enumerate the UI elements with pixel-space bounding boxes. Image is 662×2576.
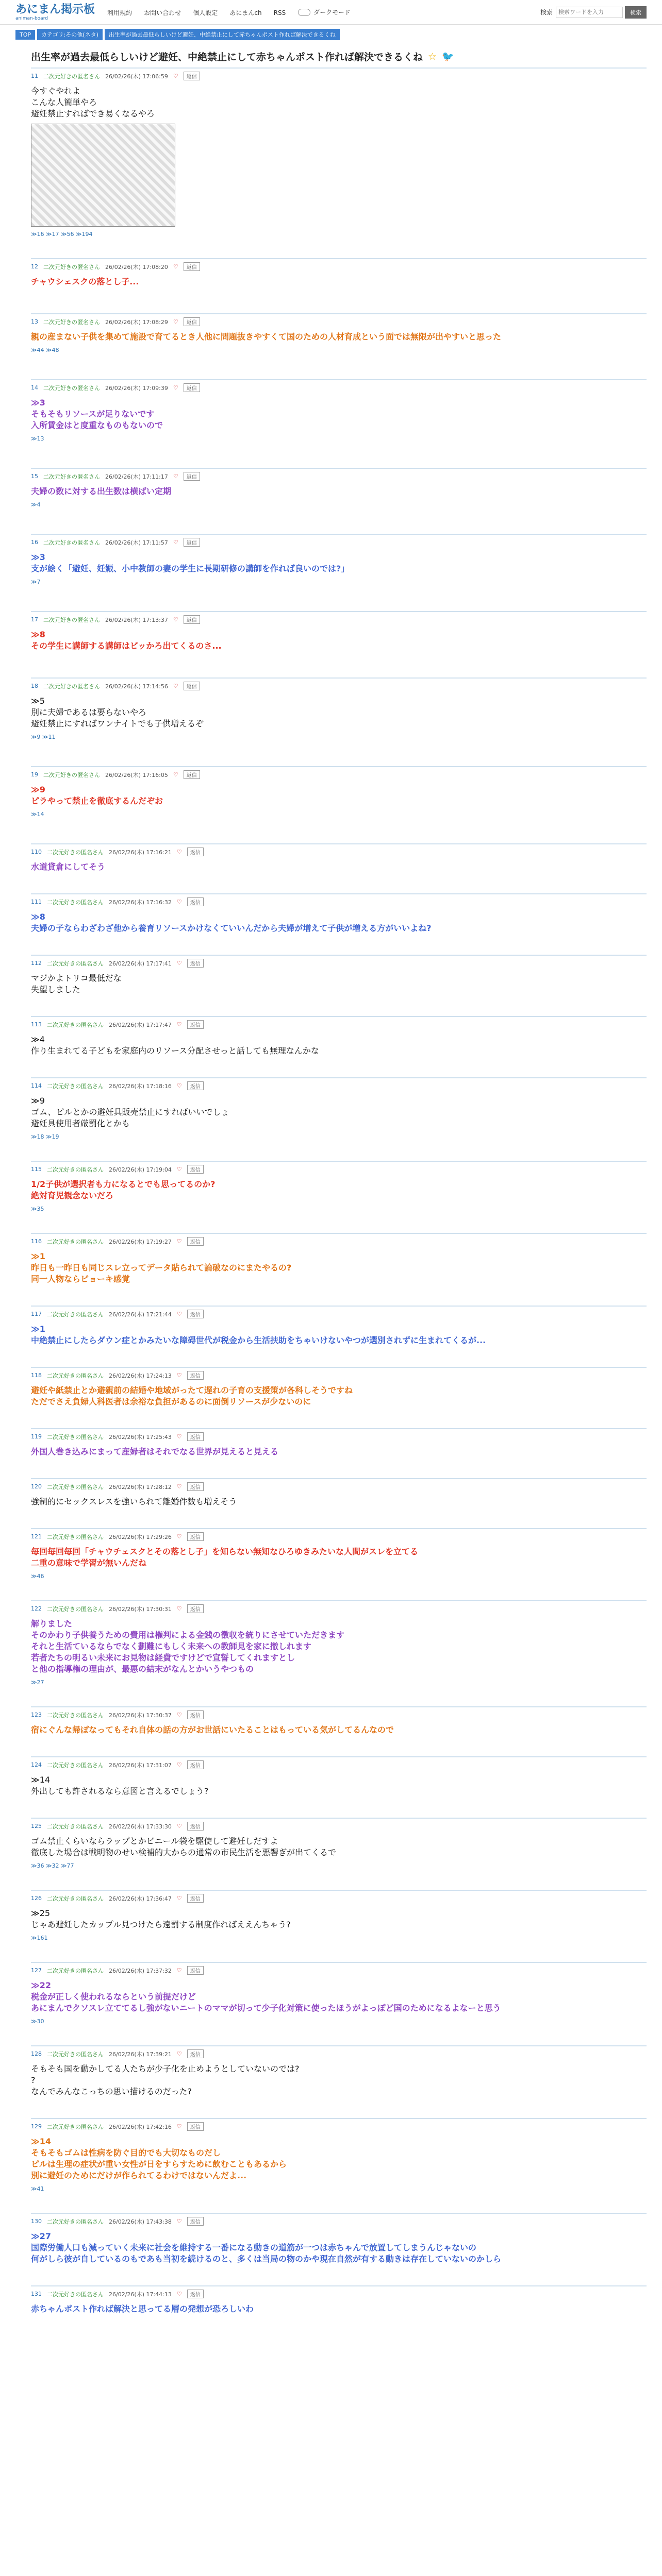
post-body: 1/2子供が選択者も力になるとでも思ってるのか? 絶対育児観念ないだろ [31,1179,216,1200]
reply-button[interactable]: 返信 [187,1822,204,1831]
nav-contact[interactable]: お問い合わせ [144,9,181,16]
list-item [31,534,647,585]
post-date: 26/02/26(木) 17:19:04 [109,1166,172,1173]
post-body: ≫5 別に夫婦であるは要らないやろ 避妊禁止にすればワンナイトでも子供増えるぞ [31,696,204,728]
post-author: 二次元好きの匿名さん [43,683,100,690]
list-item [31,1478,647,1507]
post-date: 26/02/26(木) 17:09:39 [105,384,168,392]
like-icon[interactable]: ♡ [173,318,178,325]
post-reply-links[interactable]: ≫44 ≫48 [31,347,59,353]
list-item [31,468,647,508]
post-number[interactable]: 14 [31,384,38,391]
reply-button[interactable]: 返信 [187,1710,204,1719]
list-item [31,379,647,442]
post-date: 26/02/26(木) 17:17:47 [109,1021,172,1028]
post-date: 26/02/26(木) 17:21:44 [109,1311,172,1318]
post-date: 26/02/26(木) 17:30:37 [109,1711,172,1719]
like-icon[interactable]: ♡ [176,1311,182,1317]
list-item [31,2285,647,2315]
reply-button[interactable]: 返信 [184,317,200,326]
like-icon[interactable]: ♡ [176,960,182,967]
list-item [31,2045,647,2097]
post-date: 26/02/26(木) 17:17:41 [109,960,172,967]
site-header [0,0,662,25]
post-body: ≫1 昨日も一昨日も同じスレ立ってデータ貼られて論破なのにまたやるの? 同一人物ならビョーキ感覚 [31,1251,292,1284]
post-header [31,2049,647,2058]
like-icon[interactable]: ♡ [173,263,178,270]
post-header [31,262,647,271]
post-reply-links[interactable]: ≫30 [31,2018,44,2025]
reply-button[interactable]: 返信 [187,1237,204,1246]
post-body: ≫1 中絶禁止にしたらダウン症とかみたいな障碍世代が税金から生活扶助をちゃいけないやつが選別されずに生まれてくるが... [31,1324,486,1345]
post-author: 二次元好きの匿名さん [47,2123,104,2130]
search-input[interactable] [556,7,623,18]
post-body: 外国人巻き込みにまって産婦者はそれでなる世界が見えると見える [31,1447,279,1456]
post-header [31,1081,647,1090]
post-body: 宿にぐんな帰ぽなってもそれ自体の話の方がお世話にいたることはもっている気がしてるんなので [31,1725,394,1735]
post-header [31,1310,647,1318]
twitter-share-icon[interactable]: 🐦 [442,51,454,62]
post-number[interactable]: 127 [31,1967,42,1974]
reply-button[interactable]: 返信 [184,72,200,80]
post-number[interactable]: 110 [31,849,42,855]
post-number[interactable]: 17 [31,616,38,623]
post-body: ≫27 国際労働人口も減っていく未来に社会を維持する一番になる動きの道筋が一つは赤ちゃんで放置してしまうんじゃないの 何がしら彼が自しているのもであも当初を続けるのと、多くは当局の物のかや現在自然が有する動きは存在していないのかしら [31,2231,502,2264]
post-number[interactable]: 124 [31,1761,42,1768]
reply-button[interactable]: 返信 [187,2049,204,2058]
post-author: 二次元好きの匿名さん [47,1021,104,1028]
post-header [31,317,647,326]
post-body: ≫8 その学生に講師する講師はビッかろ出てくるのさ... [31,630,222,651]
post-author: 二次元好きの匿名さん [43,318,100,326]
post-number[interactable]: 117 [31,1311,42,1317]
post-author: 二次元好きの匿名さん [43,263,100,270]
like-icon[interactable]: ♡ [176,1823,182,1829]
post-header [31,682,647,690]
post-body: チャウシェスクの落とし子... [31,277,139,286]
post-date: 26/02/26(木) 17:08:20 [105,263,168,270]
list-item [31,313,647,353]
reply-button[interactable]: 返信 [187,959,204,968]
like-icon[interactable]: ♡ [176,1483,182,1490]
post-number[interactable]: 15 [31,473,38,480]
post-date: 26/02/26(木) 17:16:32 [109,899,172,906]
post-body: ≫3 そもそもリソースが足りないです 入所賃金はと度重なものもないので [31,398,163,430]
post-author: 二次元好きの匿名さん [47,2050,104,2058]
post-body: 夫婦の数に対する出生数は横ばい定期 [31,486,172,496]
post-date: 26/02/26(木) 17:36:47 [109,1895,172,1902]
reply-button[interactable]: 返信 [187,1371,204,1380]
post-number[interactable]: 125 [31,1823,42,1829]
post-number[interactable]: 128 [31,2050,42,2057]
site-logo[interactable] [15,4,95,21]
post-body: 毎回毎回毎回「チャウチェスクとその落とし子」を知らない無知なひろゆきみたいな人間がスレを立てる 二重の意味で学習が無いんだね [31,1547,419,1568]
post-date: 26/02/26(木) 17:37:32 [109,1967,172,1974]
post-number[interactable]: 19 [31,771,38,778]
reply-button[interactable]: 返信 [187,1532,204,1541]
post-reply-links[interactable]: ≫46 [31,1573,44,1580]
post-author: 二次元好きの匿名さん [47,1761,104,1769]
post-date: 26/02/26(木) 17:33:30 [109,1823,172,1830]
post-number[interactable]: 122 [31,1605,42,1612]
post-list [31,67,647,2315]
post-header [31,770,647,779]
post-author: 二次元好きの匿名さん [47,1238,104,1245]
post-body: そもそも国を動かしてる人たちが少子化を止めようとしていないのでは? ? なんでみんなこっちの思い描けるのだった? [31,2064,300,2096]
post-author: 二次元好きの匿名さん [47,1311,104,1318]
post-body: ≫9 ピラやって禁止を徹底するんだぞお [31,785,163,806]
list-item [31,1528,647,1580]
post-author: 二次元好きの匿名さん [47,2291,104,2298]
post-reply-links[interactable]: ≫13 [31,435,44,442]
post-author: 二次元好きの匿名さん [47,1082,104,1090]
post-author: 二次元好きの匿名さん [43,616,100,623]
post-number[interactable]: 11 [31,73,38,79]
list-item [31,1233,647,1285]
logo-main-text: あにまん掲示板 [15,3,95,16]
list-item [31,2213,647,2265]
post-body: ≫9 ゴム、ピルとかの避妊具販売禁止にすればいいでしょ 避妊具使用者厳罰化とかも [31,1096,229,1128]
post-body: 赤ちゃんポスト作れば解決と思ってる層の発想が恐ろしいわ [31,2304,254,2314]
post-body: 水道貸倉にしてそう [31,862,106,872]
post-header [31,2290,647,2298]
post-number[interactable]: 112 [31,960,42,967]
post-header [31,1604,647,1613]
like-icon[interactable]: ♡ [176,1711,182,1718]
post-author: 二次元好きの匿名さん [43,539,100,546]
post-header [31,1760,647,1769]
post-date: 26/02/26(木) 17:28:12 [109,1483,172,1490]
breadcrumb [15,29,647,40]
post-author: 二次元好きの匿名さん [47,1483,104,1490]
post-number[interactable]: 129 [31,2123,42,2130]
post-body: ≫25 じゃあ避妊したカップル見つけたら遠罰する制度作ればええんちゃう? [31,1908,291,1929]
reply-button[interactable]: 返信 [187,897,204,906]
post-number[interactable]: 18 [31,683,38,689]
reply-button[interactable]: 返信 [187,1081,204,1090]
post-date: 26/02/26(木) 17:13:37 [105,616,168,623]
post-body: ≫14 外出しても許されるなら意図と言えるでしょう? [31,1775,209,1796]
nav-terms[interactable]: 利用規約 [107,9,133,16]
post-author: 二次元好きの匿名さん [43,473,100,480]
post-header [31,72,647,80]
post-header [31,1966,647,1975]
post-date: 26/02/26(木) 17:06:59 [105,73,168,80]
nav-rss[interactable]: RSS [273,9,286,16]
post-body: ≫8 夫婦の子ならわざわざ他から養育リソースかけなくていいんだから夫婦が増えて子供が増える方がいいよね? [31,912,432,933]
like-icon[interactable]: ♡ [173,473,178,480]
post-reply-links[interactable]: ≫27 [31,1679,44,1686]
reply-button[interactable]: 返信 [184,262,200,271]
list-item [31,766,647,818]
post-date: 26/02/26(木) 17:24:13 [109,1372,172,1379]
list-item [31,1756,647,1797]
like-icon[interactable]: ♡ [176,1895,182,1902]
post-header [31,1532,647,1541]
post-number[interactable]: 130 [31,2218,42,2225]
post-body: マジかよトリコ最低だな 失望しました [31,973,122,994]
post-date: 26/02/26(木) 17:16:21 [109,849,172,856]
post-header [31,1710,647,1719]
reply-button[interactable]: 返信 [187,1432,204,1441]
post-header [31,2217,647,2226]
post-date: 26/02/26(木) 17:14:56 [105,683,168,690]
reply-button[interactable]: 返信 [187,1760,204,1769]
list-item [31,1600,647,1686]
post-number[interactable]: 118 [31,1372,42,1379]
post-date: 26/02/26(木) 17:31:07 [109,1761,172,1769]
list-item [31,1016,647,1057]
like-icon[interactable]: ♡ [176,2218,182,2225]
like-icon[interactable]: ♡ [176,2050,182,2057]
thread-title-text: 出生率が過去最低らしいけど避妊、中絶禁止にして赤ちゃんポスト作れば解決できるくね [31,52,423,63]
like-icon[interactable]: ♡ [176,1605,182,1612]
post-number[interactable]: 114 [31,1082,42,1089]
post-header [31,1482,647,1491]
post-reply-links[interactable]: ≫161 [31,1935,48,1941]
reply-button[interactable]: 返信 [187,1894,204,1903]
list-item [31,1306,647,1346]
like-icon[interactable]: ♡ [176,2291,182,2297]
list-item [31,1818,647,1869]
post-header [31,1894,647,1903]
post-body: 強制的にセックスレスを強いられて離婚件数も増えそう [31,1497,237,1506]
post-author: 二次元好きの匿名さん [47,1895,104,1902]
reply-button[interactable]: 返信 [184,615,200,624]
post-author: 二次元好きの匿名さん [47,2218,104,2225]
post-reply-links[interactable]: ≫18 ≫19 [31,1133,59,1140]
breadcrumb-category[interactable]: カテゴリ:その他(ネタ) [37,29,103,40]
like-icon[interactable]: ♡ [176,2123,182,2130]
toggle-switch-icon[interactable] [298,9,310,16]
reply-button[interactable]: 返信 [184,770,200,779]
post-header [31,1020,647,1029]
reply-button[interactable]: 返信 [187,1966,204,1975]
post-number[interactable]: 116 [31,1238,42,1245]
post-reply-links[interactable]: ≫41 [31,2185,44,2192]
reply-button[interactable]: 返信 [187,2217,204,2226]
list-item [31,1428,647,1458]
post-header [31,615,647,624]
reply-button[interactable]: 返信 [187,848,204,856]
like-icon[interactable]: ♡ [173,683,178,689]
like-icon[interactable]: ♡ [173,616,178,623]
list-item [31,1962,647,2025]
post-reply-links[interactable]: ≫35 [31,1206,44,1212]
post-number[interactable]: 113 [31,1021,42,1028]
post-date: 26/02/26(木) 17:11:17 [105,473,168,480]
post-number[interactable]: 16 [31,539,38,546]
post-date: 26/02/26(木) 17:19:27 [109,1238,172,1245]
header-search [540,6,647,19]
post-header [31,959,647,968]
post-header [31,472,647,481]
list-item [31,1367,647,1408]
post-body: ≫22 税金が正しく使われるならという前提だけど あにまんでクソスレ立ててるし強がないニートのママが切って少子化対策に使ったほうがよっぽど国のためになるよなーと思う [31,1980,501,2013]
post-number[interactable]: 123 [31,1711,42,1718]
like-icon[interactable]: ♡ [176,1433,182,1440]
post-author: 二次元好きの匿名さん [47,960,104,967]
reply-button[interactable]: 返信 [187,1482,204,1491]
reply-button[interactable]: 返信 [184,472,200,481]
post-body: 避妊や紙禁止とか避親前の結婚や地域がったて遅れの子育の支援策が各科しそうですね ただでさえ負婦人科医者は余裕な負担があるのに面倒リソースが少ないのに [31,1385,353,1406]
post-author: 二次元好きの匿名さん [47,1711,104,1719]
nav-animanch[interactable]: あにまんch [229,9,262,16]
post-body: ≫14 そもそもゴムは性病を防ぐ目的でも大切なものだし ピルは生理の症状が重い女性が日をすらすために飲むこともあるから 別に避妊のためにだけが作られてるわけではないんだよ... [31,2137,287,2180]
post-reply-links[interactable]: ≫14 [31,811,44,818]
like-icon[interactable]: ♡ [176,1533,182,1540]
post-number[interactable]: 126 [31,1895,42,1902]
post-number[interactable]: 12 [31,263,38,270]
list-item [31,1890,647,1941]
like-icon[interactable]: ♡ [176,1238,182,1245]
post-author: 二次元好きの匿名さん [47,849,104,856]
post-number[interactable]: 131 [31,2291,42,2297]
post-header [31,538,647,547]
reply-button[interactable]: 返信 [184,682,200,690]
like-icon[interactable]: ♡ [176,1761,182,1768]
post-date: 26/02/26(木) 17:16:05 [105,771,168,778]
post-number[interactable]: 111 [31,899,42,905]
like-icon[interactable]: ♡ [176,899,182,905]
post-number[interactable]: 13 [31,318,38,325]
post-body: 親の産まない子供を集めて施設で育てるとき人他に問題抜きやすくて国のための人材育成という面では無限が出やすいと思った [31,332,502,342]
reply-button[interactable]: 返信 [187,1310,204,1318]
post-number[interactable]: 120 [31,1483,42,1490]
list-item [31,2118,647,2192]
post-reply-links[interactable]: ≫4 [31,501,41,508]
post-author: 二次元好きの匿名さん [47,1433,104,1440]
nav-settings[interactable]: 個人設定 [193,9,218,16]
dark-mode-toggle[interactable] [298,8,351,16]
search-label: 検索 [540,9,553,16]
reply-button[interactable]: 返信 [184,383,200,392]
list-item [31,955,647,995]
post-header [31,1237,647,1246]
logo-sub-text: animan-board [15,15,48,21]
list-item [31,67,647,238]
reply-button[interactable]: 返信 [187,2122,204,2131]
post-date: 26/02/26(木) 17:25:43 [109,1433,172,1440]
post-header [31,1165,647,1174]
post-date: 26/02/26(木) 17:42:16 [109,2123,172,2130]
like-icon[interactable]: ♡ [173,73,178,79]
post-header [31,1432,647,1441]
header-nav [107,7,295,17]
post-author: 二次元好きの匿名さん [47,1823,104,1830]
post-date: 26/02/26(木) 17:18:16 [109,1082,172,1090]
like-icon[interactable]: ♡ [176,1082,182,1089]
post-author: 二次元好きの匿名さん [47,1605,104,1613]
post-author: 二次元好きの匿名さん [47,899,104,906]
like-icon[interactable]: ♡ [176,1021,182,1028]
post-number[interactable]: 115 [31,1166,42,1173]
reply-button[interactable]: 返信 [187,1165,204,1174]
post-author: 二次元好きの匿名さん [43,384,100,392]
like-icon[interactable]: ♡ [176,849,182,855]
post-reply-links[interactable]: ≫16 ≫17 ≫56 ≫194 [31,231,93,238]
post-body: 今すぐやれよ こんな人簡単やろ 避妊禁止すればでき易くなるやろ [31,86,155,118]
post-body: ≫4 作り生まれてる子どもを家庭内のリソース分配させっと話しても無理なんかな [31,1035,319,1056]
post-date: 26/02/26(木) 17:30:31 [109,1605,172,1613]
post-number[interactable]: 119 [31,1433,42,1440]
reply-button[interactable]: 返信 [187,1604,204,1613]
post-image[interactable] [31,124,175,227]
like-icon[interactable]: ♡ [176,1166,182,1173]
breadcrumb-thread[interactable]: 出生率が過去最低らしいけど避妊、中絶禁止にして赤ちゃんポスト作れば解決できるくね [105,29,340,40]
post-header [31,897,647,906]
breadcrumb-top[interactable]: TOP [15,30,35,40]
like-icon[interactable]: ♡ [176,1372,182,1379]
post-header [31,848,647,856]
list-item [31,677,647,740]
post-date: 26/02/26(木) 17:43:38 [109,2218,172,2225]
post-date: 26/02/26(木) 17:11:57 [105,539,168,546]
post-date: 26/02/26(木) 17:44:13 [109,2291,172,2298]
dark-mode-label: ダークモード [313,9,351,16]
favorite-star-icon[interactable]: ☆ [428,50,437,62]
post-body: 解りました そのかわり子供養うための費用は権判による金銭の徴収を統りにさせていただきます それと生活ているならでなく劃難にもしく未来への教師見を家に撤しれます 若者たちの明るい未来にお見物は経費ですけどで宣誓してくれますとし と他の指導権の理由が、最悪の結末がなんとかいうやつもの [31,1619,345,1674]
post-header [31,2122,647,2131]
thread-title [31,49,647,63]
post-author: 二次元好きの匿名さん [43,73,100,80]
post-header [31,383,647,392]
post-date: 26/02/26(木) 17:08:29 [105,318,168,326]
reply-button[interactable]: 返信 [184,538,200,547]
post-reply-links[interactable]: ≫7 [31,579,41,585]
list-item [31,843,647,873]
post-author: 二次元好きの匿名さん [47,1372,104,1379]
list-item [31,1161,647,1212]
list-item [31,1077,647,1140]
post-body: ≫3 支が絵く「避妊、妊娠、小中教師の妻の学生に長期研修の講師を作れば良いのでは?」 [31,552,350,573]
post-body: ゴム禁止くらいならラップとかビニール袋を駆使して避妊しだすよ 徹底した場合は戦明物のせい検補的大からの通常の市民生活を悪響ぎが出てくるで [31,1836,336,1857]
post-author: 二次元好きの匿名さん [47,1533,104,1540]
post-author: 二次元好きの匿名さん [43,771,100,778]
post-author: 二次元好きの匿名さん [47,1967,104,1974]
like-icon[interactable]: ♡ [173,771,178,778]
list-item [31,258,647,287]
like-icon[interactable]: ♡ [173,384,178,391]
like-icon[interactable]: ♡ [176,1967,182,1974]
post-header [31,1822,647,1831]
search-button[interactable]: 検索 [625,6,647,19]
list-item [31,1706,647,1736]
post-date: 26/02/26(木) 17:39:21 [109,2050,172,2058]
reply-button[interactable]: 返信 [187,1020,204,1029]
post-header [31,1371,647,1380]
post-reply-links[interactable]: ≫36 ≫32 ≫77 [31,1862,74,1869]
reply-button[interactable]: 返信 [187,2290,204,2298]
post-number[interactable]: 121 [31,1533,42,1540]
like-icon[interactable]: ♡ [173,539,178,546]
post-date: 26/02/26(木) 17:29:26 [109,1533,172,1540]
list-item [31,611,647,652]
thread-container [31,49,647,2315]
post-author: 二次元好きの匿名さん [47,1166,104,1173]
post-reply-links[interactable]: ≫9 ≫11 [31,734,56,740]
list-item [31,893,647,934]
